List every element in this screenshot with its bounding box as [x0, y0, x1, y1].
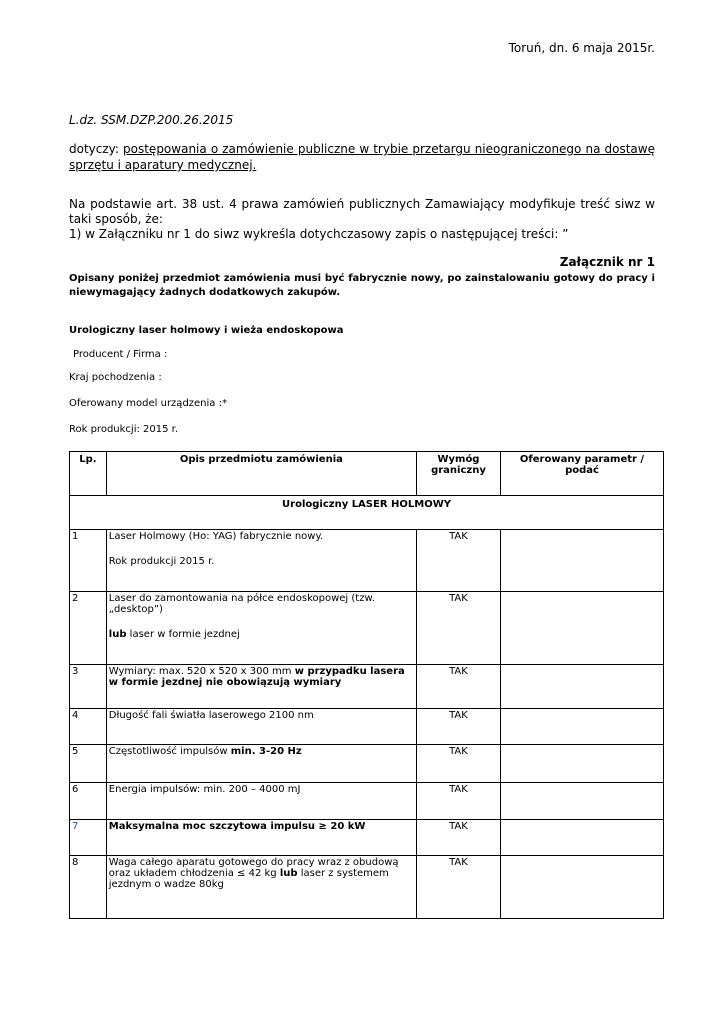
- table-row: [70, 820, 664, 856]
- row-offered[interactable]: [501, 592, 664, 665]
- document-date: Toruń, dn. 6 maja 2015r.: [508, 41, 655, 55]
- row-description: [106, 592, 416, 665]
- table-row: [70, 709, 664, 745]
- row-offered[interactable]: [501, 820, 664, 856]
- row-requirement: TAK: [416, 820, 500, 856]
- attachment-description: Opisany poniżej przedmiot zamówienia musi być fabrycznie nowy, po zainstalowaniu gotowy do pracy i niewymagający żadnych dodatkowych zakupów.: [69, 273, 655, 298]
- row-bold: w przypadku lasera w formie jezdnej nie obowiązują wymiary: [108, 666, 405, 688]
- row-bold: lub: [279, 868, 298, 879]
- row-bold: lub: [108, 629, 127, 640]
- row-requirement: TAK: [416, 530, 500, 592]
- row-lp: 7: [70, 820, 107, 856]
- header-oferowany: Oferowany parametr / podać: [501, 452, 664, 496]
- body-point-1: 1) w Załączniku nr 1 do siwz wykreśla dotychczasowy zapis o następującej treści: ”: [69, 227, 569, 241]
- row-requirement: TAK: [416, 783, 500, 820]
- row-description: Długość fali światła laserowego 2100 nm: [106, 709, 416, 745]
- table-header-row: [70, 452, 664, 496]
- table-row: [70, 783, 664, 820]
- row-bold: min. 3-20 Hz: [230, 746, 302, 757]
- row-line: Laser do zamontowania na półce endoskopowej (tzw. „desktop”): [108, 593, 375, 615]
- row-requirement: TAK: [416, 592, 500, 665]
- field-producer: Producent / Firma :: [73, 349, 168, 360]
- row-offered[interactable]: [501, 783, 664, 820]
- row-line: Laser Holmowy (Ho: YAG) fabrycznie nowy.: [108, 531, 324, 542]
- table-row: [70, 665, 664, 709]
- table-row: [70, 745, 664, 783]
- reference-number: L.dz. SSM.DZP.200.26.2015: [69, 113, 234, 127]
- field-year: Rok produkcji: 2015 r.: [69, 424, 179, 435]
- specification-table: [69, 451, 664, 919]
- row-description: [106, 530, 416, 592]
- row-offered[interactable]: [501, 530, 664, 592]
- row-lp: 4: [70, 709, 107, 745]
- row-line: [109, 629, 414, 640]
- subject-text: postępowania o zamówienie publiczne w trybie przetargu nieograniczonego na dostawę sprzętu i aparatury medycznej.: [69, 142, 655, 172]
- row-lp: 2: [70, 592, 107, 665]
- subject-line: [69, 141, 655, 173]
- row-offered[interactable]: [501, 665, 664, 709]
- header-wymog: Wymóg graniczny: [416, 452, 500, 496]
- body-paragraph-text: Na podstawie art. 38 ust. 4 prawa zamówień publicznych Zamawiający modyfikuje treść siwz w taki sposób, że:: [69, 197, 655, 226]
- table-row: [70, 856, 664, 919]
- row-bold: Maksymalna moc szczytowa impulsu ≥ 20 kW: [108, 821, 366, 832]
- row-text: laser w formie jezdnej: [126, 629, 240, 640]
- row-offered[interactable]: [501, 709, 664, 745]
- row-text: laser z systemem jezdnym o wadze 80kg: [108, 868, 389, 890]
- row-offered[interactable]: [501, 745, 664, 783]
- field-country: Kraj pochodzenia :: [69, 372, 162, 383]
- row-lp: 6: [70, 783, 107, 820]
- attachment-title: Załącznik nr 1: [559, 255, 655, 269]
- table-row: [70, 530, 664, 592]
- body-paragraph: [69, 197, 655, 242]
- row-lp: 1: [70, 530, 107, 592]
- row-text: Częstotliwość impulsów: [108, 746, 231, 757]
- header-lp: Lp.: [70, 452, 107, 496]
- row-description: [106, 856, 416, 919]
- row-lp: 8: [70, 856, 107, 919]
- row-description: [106, 665, 416, 709]
- row-text: Wymiary: max. 520 x 520 x 300 mm: [108, 666, 295, 677]
- table-row: [70, 592, 664, 665]
- row-lp: 5: [70, 745, 107, 783]
- row-requirement: TAK: [416, 856, 500, 919]
- row-requirement: TAK: [416, 745, 500, 783]
- group-title: Urologiczny LASER HOLMOWY: [70, 496, 664, 530]
- row-offered[interactable]: [501, 856, 664, 919]
- subject-prefix: dotyczy:: [69, 142, 124, 156]
- row-description: [106, 820, 416, 856]
- row-description: Energia impulsów: min. 200 – 4000 mJ: [106, 783, 416, 820]
- row-description: [106, 745, 416, 783]
- section-title: Urologiczny laser holmowy i wieża endoskopowa: [69, 325, 344, 336]
- row-text: Waga całego aparatu gotowego do pracy wraz z obudową oraz układem chłodzenia ≤ 42 kg: [108, 857, 399, 879]
- row-lp: 3: [70, 665, 107, 709]
- row-line: Rok produkcji 2015 r.: [108, 556, 215, 567]
- header-opis: Opis przedmiotu zamówienia: [106, 452, 416, 496]
- table-group-row: [70, 496, 664, 530]
- row-requirement: TAK: [416, 665, 500, 709]
- row-requirement: TAK: [416, 709, 500, 745]
- field-model: Oferowany model urządzenia :*: [69, 398, 227, 409]
